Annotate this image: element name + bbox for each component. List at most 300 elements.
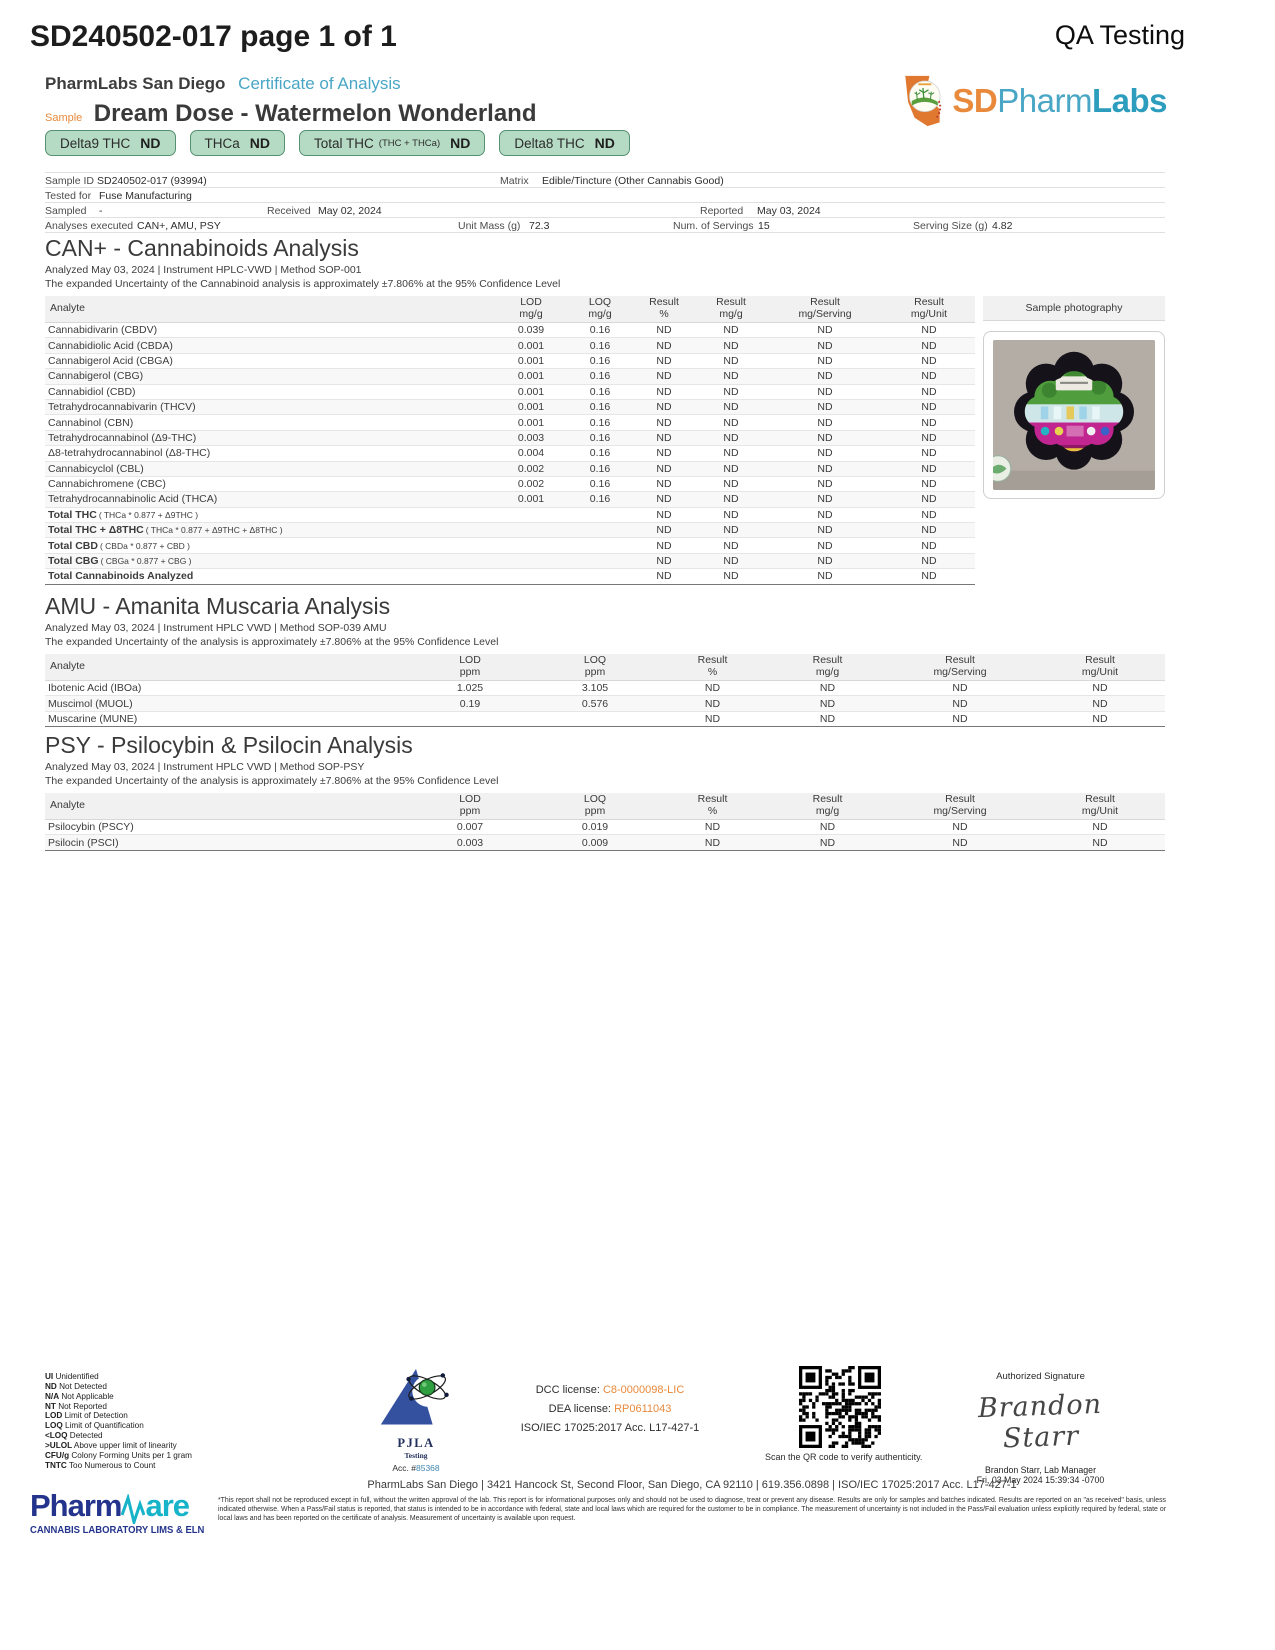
- table-cell: Cannabigerol (CBG): [45, 369, 495, 384]
- info-row: [45, 203, 1165, 218]
- serving-size-label: Serving Size (g): [913, 220, 988, 232]
- table-row: [45, 507, 975, 522]
- pharmware-word1: Pharm: [30, 1488, 122, 1523]
- table-row: [45, 415, 975, 430]
- sample-info-table: [45, 172, 1165, 233]
- badge-value: ND: [140, 135, 161, 151]
- table-cell: Tetrahydrocannabivarin (THCV): [45, 399, 495, 414]
- table-row: [45, 681, 1165, 696]
- table-cell: 0.007: [405, 820, 535, 835]
- table-cell: ND: [883, 399, 975, 414]
- badge-delta8-thc: [499, 130, 630, 156]
- table-cell: 0.16: [567, 430, 633, 445]
- servings-value: 15: [758, 220, 770, 232]
- column-header: LOD ppm: [405, 654, 535, 681]
- table-cell: ND: [633, 415, 695, 430]
- table-cell: 0.16: [567, 384, 633, 399]
- psilocybin-table-body: [45, 820, 1165, 851]
- table-cell: Tetrahydrocannabinol (Δ9-THC): [45, 430, 495, 445]
- badge-value: ND: [594, 135, 615, 151]
- legend-item: <LOQ Detected: [45, 1431, 103, 1441]
- table-cell: ND: [695, 476, 767, 491]
- table-row: [45, 711, 1165, 726]
- table-cell: ND: [770, 696, 885, 711]
- table-row: [45, 399, 975, 414]
- table-cell: ND: [633, 369, 695, 384]
- table-cell: Psilocin (PSCI): [45, 835, 405, 850]
- table-cell: ND: [767, 338, 883, 353]
- table-cell: [495, 523, 567, 538]
- table-cell: 0.004: [495, 446, 567, 461]
- table-cell: Muscarine (MUNE): [45, 711, 405, 726]
- pjla-acc-label: Acc. #: [392, 1463, 416, 1473]
- legend-item: >ULOL Above upper limit of linearity: [45, 1440, 177, 1450]
- cannabinoids-table-body: [45, 323, 975, 585]
- table-cell: [495, 538, 567, 553]
- column-header: LOD mg/g: [495, 296, 567, 323]
- dea-license-label: DEA license:: [548, 1403, 611, 1415]
- table-cell: 0.16: [567, 492, 633, 507]
- column-header: Result mg/Unit: [1035, 654, 1165, 681]
- table-cell: ND: [883, 461, 975, 476]
- iso-accreditation-line: ISO/IEC 17025:2017 Acc. L17-427-1: [520, 1422, 700, 1434]
- table-cell: 0.003: [495, 430, 567, 445]
- table-cell: ND: [767, 384, 883, 399]
- table-cell: ND: [767, 399, 883, 414]
- table-cell: 0.001: [495, 384, 567, 399]
- table-header-row: [45, 793, 1165, 820]
- table-cell: ND: [883, 338, 975, 353]
- table-cell: [567, 507, 633, 522]
- table-cell: ND: [885, 696, 1035, 711]
- table-cell: [405, 711, 535, 726]
- column-header: Result %: [655, 793, 770, 820]
- table-cell: 0.16: [567, 476, 633, 491]
- table-cell: 0.001: [495, 353, 567, 368]
- table-cell: Cannabigerol Acid (CBGA): [45, 353, 495, 368]
- dcc-license-label: DCC license:: [535, 1384, 600, 1396]
- table-header-row: [45, 296, 975, 323]
- amanita-table-body: [45, 681, 1165, 727]
- table-cell: 0.16: [567, 415, 633, 430]
- table-cell: ND: [695, 569, 767, 584]
- analyses-label: Analyses executed: [45, 220, 134, 232]
- section-uncertainty-note: The expanded Uncertainty of the analysis is approximately ±7.806% at the 95% Confidence Level: [45, 636, 499, 648]
- column-header: Result mg/g: [770, 793, 885, 820]
- report-disclaimer: *This report shall not be reproduced except in full, without the written approval of the lab. This report is for informational purposes only and should not be used to diagnose, treat or prevent any disease. Results are only for samples and batches indicated. Results are reported on an "as received" basis, unless indicated otherwise. When a Pass/Fail status is reported, that status is intended to be in accordance with federal, state and local laws which are required for the customer to be in compliance. The measurement of uncertainty is not included in the Pass/Fail evaluation unless explicitly required by federal, state or local laws and has been reported on the certificate of analysis. Measurement of uncertainty is available upon request.: [218, 1497, 1166, 1522]
- table-cell: ND: [1035, 696, 1165, 711]
- abbreviation-legend: [45, 1372, 192, 1470]
- table-cell: ND: [695, 415, 767, 430]
- table-row: [45, 461, 975, 476]
- dcc-license-line: [455, 1384, 765, 1396]
- table-cell: ND: [883, 353, 975, 368]
- column-header: Result %: [655, 654, 770, 681]
- table-cell: [567, 523, 633, 538]
- table-cell: ND: [767, 415, 883, 430]
- table-cell: ND: [885, 681, 1035, 696]
- lab-address-line: PharmLabs San Diego | 3421 Hancock St, Second Floor, San Diego, CA 92110 | 619.356.0898 | ISO/IEC 17025:2017 Acc. L17-427-1: [367, 1479, 1017, 1491]
- section-psilocybin: [45, 733, 1165, 851]
- table-cell: ND: [633, 338, 695, 353]
- table-cell: ND: [1035, 711, 1165, 726]
- column-header: Result mg/Serving: [885, 654, 1035, 681]
- info-row: [45, 188, 1165, 203]
- table-cell: ND: [633, 399, 695, 414]
- sampled-value: -: [99, 205, 103, 217]
- logo-labs: Labs: [1091, 82, 1167, 119]
- table-cell: ND: [1035, 681, 1165, 696]
- legend-item: TNTC Too Numerous to Count: [45, 1460, 156, 1470]
- table-cell: 0.16: [567, 353, 633, 368]
- table-cell: ND: [770, 711, 885, 726]
- table-row: [45, 476, 975, 491]
- table-row: [45, 353, 975, 368]
- column-header: Result mg/Serving: [767, 296, 883, 323]
- sample-row: [45, 100, 537, 128]
- table-cell: ND: [767, 461, 883, 476]
- table-cell: 0.16: [567, 323, 633, 338]
- logo-sd: SD: [952, 82, 998, 119]
- badge-label: THCa: [204, 135, 240, 151]
- table-row: [45, 338, 975, 353]
- table-cell: ND: [883, 323, 975, 338]
- table-cell: ND: [885, 835, 1035, 850]
- section-amanita-muscaria: [45, 594, 1165, 727]
- table-cell: ND: [633, 461, 695, 476]
- column-header: Result mg/g: [695, 296, 767, 323]
- table-cell: ND: [767, 369, 883, 384]
- table-row: [45, 569, 975, 584]
- table-row: [45, 492, 975, 507]
- signer-name-title: Brandon Starr, Lab Manager: [984, 1465, 1096, 1475]
- table-cell: ND: [633, 430, 695, 445]
- logo-pharm: Pharm: [997, 82, 1092, 119]
- table-cell: Cannabidivarin (CBDV): [45, 323, 495, 338]
- table-cell: ND: [695, 507, 767, 522]
- certificate-title: Certificate of Analysis: [238, 74, 401, 93]
- column-header: Result mg/Serving: [885, 793, 1035, 820]
- table-cell: 1.025: [405, 681, 535, 696]
- cannabinoids-table: [45, 296, 975, 585]
- reported-label: Reported: [700, 205, 744, 217]
- table-cell: ND: [767, 353, 883, 368]
- badge-value: ND: [450, 135, 471, 151]
- table-cell: Total CBG ( CBGa * 0.877 + CBG ): [45, 553, 495, 568]
- table-cell: ND: [695, 538, 767, 553]
- column-header: Analyte: [45, 296, 495, 323]
- qa-testing-label: QA Testing: [1054, 20, 1185, 50]
- table-cell: 0.003: [405, 835, 535, 850]
- table-cell: [495, 553, 567, 568]
- table-row: [45, 430, 975, 445]
- table-cell: ND: [767, 430, 883, 445]
- table-cell: ND: [695, 430, 767, 445]
- top-row: [30, 20, 1185, 54]
- legend-item: UI Unidentified: [45, 1372, 99, 1381]
- table-cell: Tetrahydrocannabinolic Acid (THCA): [45, 492, 495, 507]
- table-cell: 0.19: [405, 696, 535, 711]
- table-cell: [495, 507, 567, 522]
- table-cell: ND: [767, 523, 883, 538]
- section-title: AMU - Amanita Muscaria Analysis: [45, 593, 391, 619]
- table-cell: ND: [883, 507, 975, 522]
- table-cell: ND: [885, 711, 1035, 726]
- psilocybin-table: [45, 793, 1165, 851]
- table-cell: ND: [695, 353, 767, 368]
- table-cell: ND: [883, 476, 975, 491]
- sampled-label: Sampled: [45, 205, 87, 217]
- table-cell: 0.001: [495, 492, 567, 507]
- info-row: [45, 218, 1165, 233]
- result-badges: [45, 130, 630, 156]
- product-package-photo: [993, 340, 1155, 490]
- table-cell: ND: [633, 492, 695, 507]
- section-uncertainty-note: The expanded Uncertainty of the analysis is approximately ±7.806% at the 95% Confidence Level: [45, 775, 499, 787]
- table-cell: ND: [770, 835, 885, 850]
- dcc-license-value: C8-0000098-LIC: [602, 1384, 685, 1396]
- lab-title-row: [45, 74, 401, 94]
- table-cell: ND: [633, 569, 695, 584]
- sample-name: Dream Dose - Watermelon Wonderland: [93, 100, 537, 127]
- column-header: Result mg/Unit: [1035, 793, 1165, 820]
- unit-mass-value: 72.3: [529, 220, 550, 232]
- table-row: [45, 538, 975, 553]
- table-cell: ND: [770, 681, 885, 696]
- table-cell: ND: [633, 323, 695, 338]
- column-header: LOQ mg/g: [567, 296, 633, 323]
- servings-label: Num. of Servings: [673, 220, 754, 232]
- table-cell: 0.002: [495, 476, 567, 491]
- legend-item: ND Not Detected: [45, 1381, 107, 1391]
- table-cell: ND: [883, 384, 975, 399]
- unit-mass-label: Unit Mass (g): [458, 220, 521, 232]
- table-cell: ND: [655, 820, 770, 835]
- table-cell: Muscimol (MUOL): [45, 696, 405, 711]
- pharmware-word2: are: [145, 1488, 190, 1523]
- pjla-sub: Testing: [404, 1451, 428, 1460]
- table-cell: ND: [1035, 835, 1165, 850]
- table-cell: ND: [695, 384, 767, 399]
- qr-verification-block: [765, 1366, 923, 1462]
- table-cell: Cannabichromene (CBC): [45, 476, 495, 491]
- pjla-acc-value: 85368: [415, 1463, 440, 1473]
- section-meta: Analyzed May 03, 2024 | Instrument HPLC-VWD | Method SOP-001: [45, 264, 362, 276]
- table-cell: ND: [655, 711, 770, 726]
- table-cell: 0.019: [535, 820, 655, 835]
- serving-size-value: 4.82: [992, 220, 1013, 232]
- table-cell: ND: [767, 538, 883, 553]
- table-cell: 3.105: [535, 681, 655, 696]
- pharmware-wordmark: [30, 1488, 210, 1524]
- table-row: [45, 369, 975, 384]
- legend-item: N/A Not Applicable: [45, 1391, 114, 1401]
- table-cell: ND: [633, 384, 695, 399]
- table-cell: ND: [883, 369, 975, 384]
- table-cell: Psilocybin (PSCY): [45, 820, 405, 835]
- table-cell: ND: [633, 476, 695, 491]
- table-row: [45, 820, 1165, 835]
- table-cell: ND: [695, 553, 767, 568]
- section-title: PSY - Psilocybin & Psilocin Analysis: [45, 732, 413, 758]
- pharmware-logo: [30, 1488, 210, 1536]
- pjla-logo-icon: [368, 1356, 464, 1430]
- table-cell: [535, 711, 655, 726]
- table-cell: ND: [695, 492, 767, 507]
- table-cell: 0.16: [567, 399, 633, 414]
- table-cell: ND: [767, 492, 883, 507]
- badge-delta9-thc: [45, 130, 176, 156]
- table-cell: 0.001: [495, 338, 567, 353]
- table-cell: ND: [883, 446, 975, 461]
- table-cell: ND: [695, 523, 767, 538]
- sample-photo: [993, 340, 1155, 490]
- dea-license-line: [455, 1403, 765, 1415]
- table-cell: Ibotenic Acid (IBOa): [45, 681, 405, 696]
- table-cell: Δ8-tetrahydrocannabinol (Δ8-THC): [45, 446, 495, 461]
- matrix-label: Matrix: [500, 175, 529, 187]
- table-cell: ND: [655, 835, 770, 850]
- table-cell: Total THC ( THCa * 0.877 + Δ9THC ): [45, 507, 495, 522]
- pharmware-pulse-icon: [121, 1494, 145, 1524]
- analyses-value: CAN+, AMU, PSY: [137, 220, 221, 232]
- table-row: [45, 384, 975, 399]
- column-header: LOD ppm: [405, 793, 535, 820]
- table-cell: ND: [1035, 820, 1165, 835]
- signature-datetime: Fri, 03 May 2024 15:39:34 -0700: [976, 1475, 1105, 1485]
- table-cell: ND: [633, 538, 695, 553]
- table-row: [45, 523, 975, 538]
- sdpharmlabs-logo: [896, 74, 1167, 128]
- table-cell: Cannabidiolic Acid (CBDA): [45, 338, 495, 353]
- legend-item: CFU/g Colony Forming Units per 1 gram: [45, 1450, 192, 1460]
- column-header: Analyte: [45, 654, 405, 681]
- table-cell: ND: [695, 323, 767, 338]
- table-cell: 0.16: [567, 338, 633, 353]
- legend-item: LOD Limit of Detection: [45, 1411, 128, 1421]
- sample-photo-frame: [983, 331, 1165, 499]
- table-cell: ND: [633, 446, 695, 461]
- table-cell: [567, 569, 633, 584]
- table-cell: 0.576: [535, 696, 655, 711]
- column-header: Result %: [633, 296, 695, 323]
- table-cell: ND: [695, 446, 767, 461]
- table-cell: ND: [695, 338, 767, 353]
- table-cell: 0.001: [495, 369, 567, 384]
- qr-caption: Scan the QR code to verify authenticity.: [765, 1452, 923, 1462]
- table-cell: ND: [885, 820, 1035, 835]
- sample-label: Sample: [45, 112, 83, 124]
- table-cell: ND: [770, 820, 885, 835]
- table-cell: ND: [767, 553, 883, 568]
- table-cell: Cannabinol (CBN): [45, 415, 495, 430]
- sample-photography-column: [983, 296, 1165, 499]
- pjla-name: PJLA: [397, 1436, 435, 1450]
- table-row: [45, 446, 975, 461]
- table-cell: ND: [883, 553, 975, 568]
- lab-name: PharmLabs San Diego: [45, 74, 226, 93]
- table-cell: [495, 569, 567, 584]
- sample-id-value: SD240502-017 (93994): [97, 175, 207, 187]
- sample-id-label: Sample ID: [45, 175, 95, 187]
- table-header-row: [45, 654, 1165, 681]
- section-cannabinoids: [45, 236, 1165, 585]
- badge-total-thc: [299, 130, 485, 156]
- section-uncertainty-note: The expanded Uncertainty of the Cannabinoid analysis is approximately ±7.806% at the 95% Confidence Level: [45, 278, 561, 290]
- badge-sublabel: (THC + THCa): [378, 137, 441, 149]
- pjla-accreditation-number: [358, 1463, 474, 1473]
- table-cell: ND: [633, 507, 695, 522]
- table-cell: ND: [883, 523, 975, 538]
- table-cell: ND: [883, 492, 975, 507]
- matrix-value: Edible/Tincture (Other Cannabis Good): [542, 175, 724, 187]
- badge-label: Delta8 THC: [514, 135, 585, 151]
- table-cell: 0.16: [567, 369, 633, 384]
- table-cell: ND: [633, 553, 695, 568]
- table-cell: Total CBD ( CBDa * 0.877 + CBD ): [45, 538, 495, 553]
- info-row: [45, 173, 1165, 188]
- column-header: LOQ ppm: [535, 654, 655, 681]
- table-cell: ND: [767, 476, 883, 491]
- table-cell: ND: [767, 446, 883, 461]
- dea-license-value: RP0611043: [614, 1403, 672, 1415]
- badge-label: Delta9 THC: [60, 135, 131, 151]
- document-id: SD240502-017 page 1 of 1: [30, 20, 397, 53]
- table-cell: Total THC + Δ8THC ( THCa * 0.877 + Δ9THC + Δ8THC ): [45, 523, 495, 538]
- table-cell: [567, 553, 633, 568]
- section-title: CAN+ - Cannabinoids Analysis: [45, 235, 359, 261]
- table-cell: Total Cannabinoids Analyzed: [45, 569, 495, 584]
- table-cell: ND: [655, 681, 770, 696]
- table-cell: ND: [767, 507, 883, 522]
- column-header: Analyte: [45, 793, 405, 820]
- section-meta: Analyzed May 03, 2024 | Instrument HPLC VWD | Method SOP-PSY: [45, 761, 365, 773]
- table-row: [45, 323, 975, 338]
- table-cell: ND: [633, 353, 695, 368]
- sdpharmlabs-emblem-icon: [896, 74, 948, 128]
- table-cell: 0.16: [567, 446, 633, 461]
- table-cell: ND: [633, 523, 695, 538]
- legend-item: NT Not Reported: [45, 1401, 107, 1411]
- table-cell: 0.002: [495, 461, 567, 476]
- column-header: Result mg/g: [770, 654, 885, 681]
- table-row: [45, 696, 1165, 711]
- table-row: [45, 553, 975, 568]
- table-cell: 0.009: [535, 835, 655, 850]
- table-cell: ND: [883, 415, 975, 430]
- table-cell: ND: [695, 461, 767, 476]
- table-cell: ND: [767, 569, 883, 584]
- table-cell: 0.001: [495, 415, 567, 430]
- table-cell: ND: [695, 399, 767, 414]
- signature-block: [938, 1371, 1143, 1485]
- table-cell: Cannabicyclol (CBL): [45, 461, 495, 476]
- table-cell: ND: [767, 323, 883, 338]
- table-cell: 0.001: [495, 399, 567, 414]
- table-cell: ND: [695, 369, 767, 384]
- signature-handwriting: Brandon Starr: [977, 1388, 1103, 1455]
- table-cell: ND: [655, 696, 770, 711]
- sdpharmlabs-wordmark: [952, 82, 1167, 120]
- table-cell: [567, 538, 633, 553]
- table-cell: ND: [883, 538, 975, 553]
- amanita-table: [45, 654, 1165, 727]
- table-cell: ND: [883, 569, 975, 584]
- table-cell: Cannabidiol (CBD): [45, 384, 495, 399]
- authorized-signature-label: Authorized Signature: [996, 1371, 1085, 1382]
- table-row: [45, 835, 1165, 850]
- badge-value: ND: [249, 135, 271, 151]
